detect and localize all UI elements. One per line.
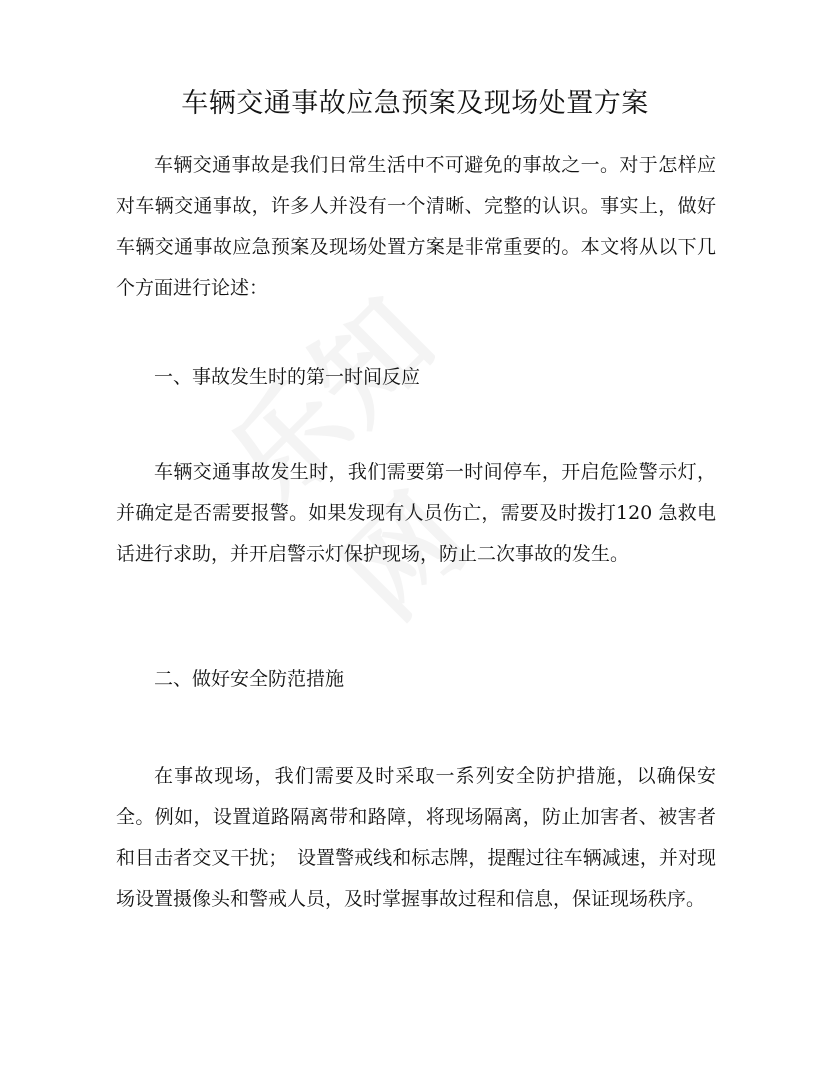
- section-body-2: 在事故现场，我们需要及时采取一系列安全防护措施，以确保安全。例如，设置道路隔离带和路障，将现场隔离，防止加害者、被害者和目击者交叉干扰； 设置警戒线和标志牌，提醒过往车辆减速，并对现场设置摄像头和警戒人员，及时掌握事故过程和信息，保证现场秩序。: [116, 765, 716, 910]
- intro-paragraph: 车辆交通事故是我们日常生活中不可避免的事故之一。对于怎样应对车辆交通事故，许多人并没有一个清晰、完整的认识。事实上，做好车辆交通事故应急预案及现场处置方案是非常重要的。本文将从以下几个方面进行论述：: [116, 154, 716, 299]
- section-heading-2: 二、做好安全防范措施: [154, 668, 345, 690]
- section-body-1: 车辆交通事故发生时，我们需要第一时间停车，开启危险警示灯，并确定是否需要报警。如果发现有人员伤亡，需要及时拨打120 急救电话进行求助，并开启警示灯保护现场，防止二次事故的发生。: [116, 461, 716, 565]
- document-title: 车辆交通事故应急预案及现场处置方案: [181, 88, 649, 119]
- section-heading-1: 一、事故发生时的第一时间反应: [154, 366, 421, 388]
